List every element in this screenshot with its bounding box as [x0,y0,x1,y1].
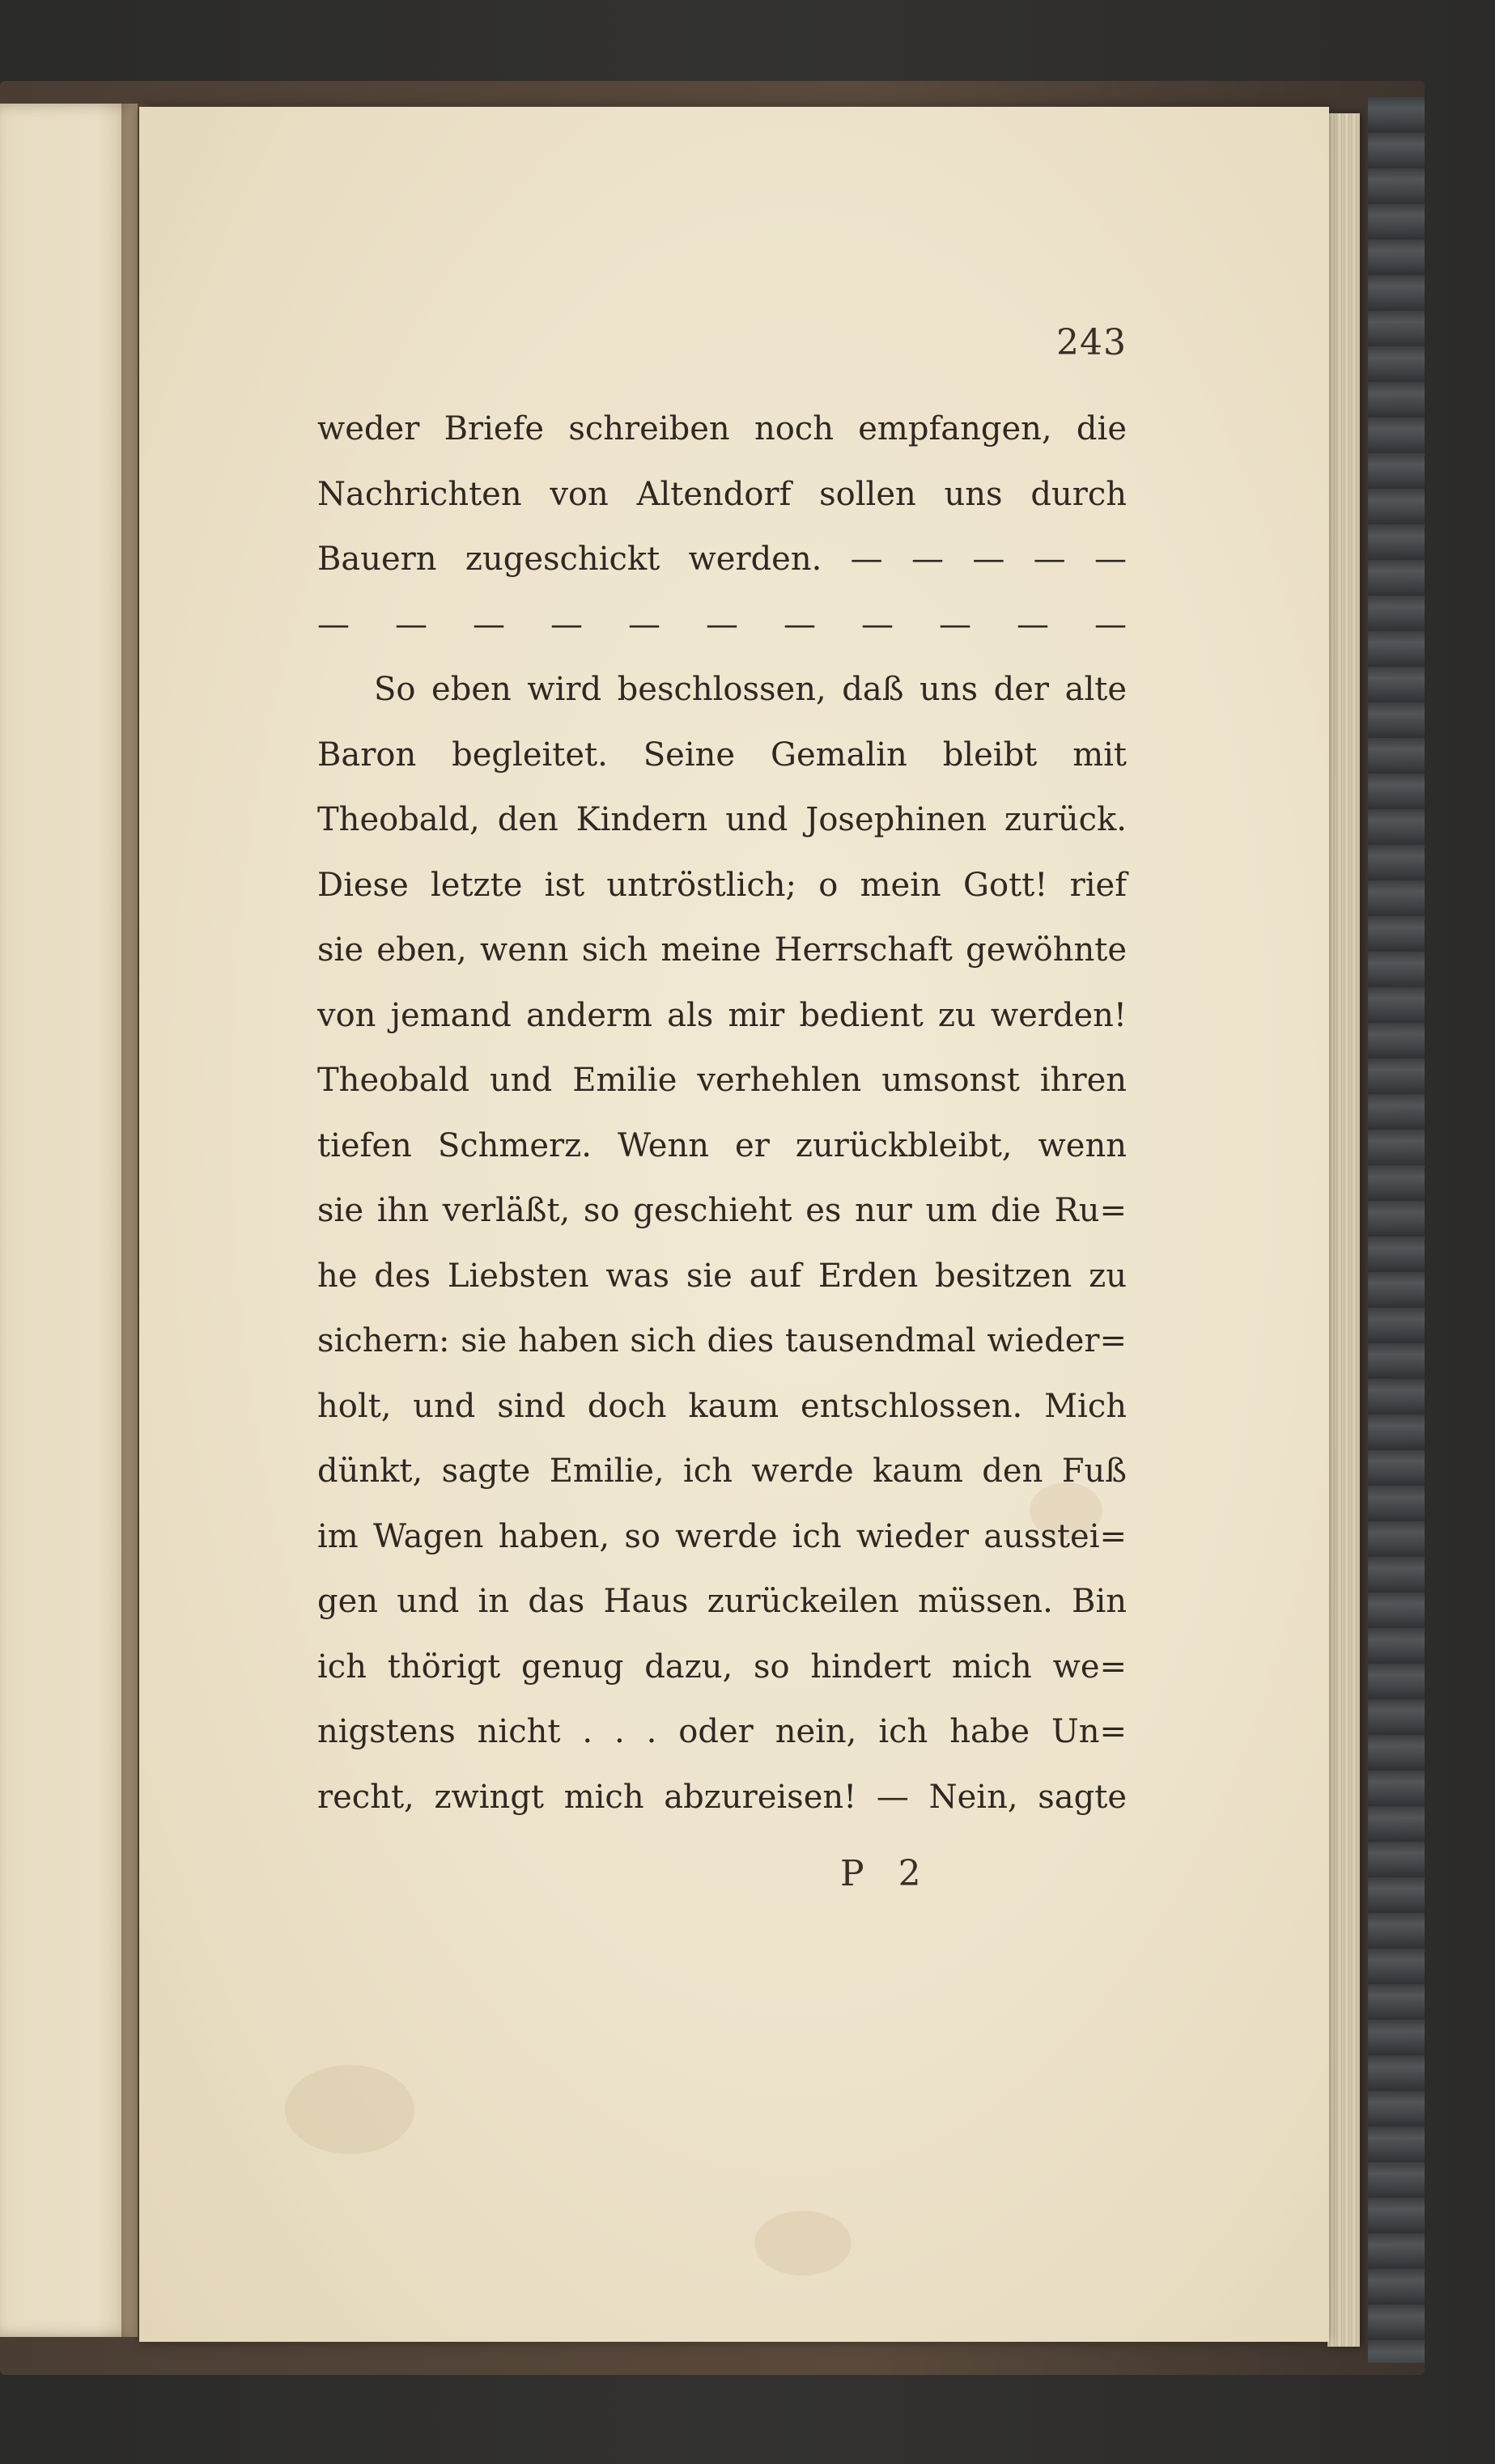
text-line: Theobald und Emilie verhehlen umsonst ihren [317,1062,1127,1099]
text-line: tiefen Schmerz. Wenn er zurückbleibt, wenn [317,1126,1127,1164]
page-number: 243 [1056,322,1127,363]
text-line: ich thörigt genug dazu, so hindert mich we= [317,1648,1127,1686]
text-line: von jemand anderm als mir bedient zu werden! [317,996,1127,1034]
text-line: sichern: sie haben sich dies tausendmal wieder= [317,1322,1127,1359]
text-line: So eben wird beschlossen, daß uns der alte [374,671,1127,708]
text-line: sie ihn verläßt, so geschieht es nur um die Ru= [317,1192,1127,1229]
text-line: he des Liebsten was sie auf Erden besitzen zu [317,1257,1127,1295]
text-line: nigstens nicht . . . oder nein, ich habe Un= [317,1713,1127,1750]
text-line: holt, und sind doch kaum entschlossen. Mich [317,1387,1127,1425]
left-page-edge [0,104,138,2337]
foxing-stain [285,2065,414,2154]
book-cover-edge [1368,97,1425,2363]
page-stack-edge [1327,113,1360,2347]
text-line: Theobald, den Kindern und Josephinen zurück. [317,801,1127,838]
text-line: Baron begleitet. Seine Gemalin bleibt mit [317,736,1127,774]
text-line: gen und in das Haus zurückeilen müssen. Bin [317,1583,1127,1620]
foxing-stain [754,2211,852,2275]
text-line: dünkt, sagte Emilie, ich werde kaum den Fuß [317,1453,1127,1490]
printer-signature-mark: P 2 [840,1853,932,1894]
text-line: im Wagen haben, so werde ich wieder ausstei= [317,1517,1127,1555]
text-line: Bauern zugeschickt werden. — — — — — [317,541,1127,578]
body-text [317,397,1127,1830]
text-line: weder Briefe schreiben noch empfangen, die [317,410,1127,447]
text-line: — — — — — — — — — — — [317,605,1127,643]
text-line: Diese letzte ist untröstlich; o mein Gott! rief [317,866,1127,904]
text-line: Nachrichten von Altendorf sollen uns durch [317,475,1127,513]
text-line: recht, zwingt mich abzureisen! — Nein, sagte [317,1778,1127,1816]
text-line: sie eben, wenn sich meine Herrschaft gewöhnte [317,931,1127,969]
